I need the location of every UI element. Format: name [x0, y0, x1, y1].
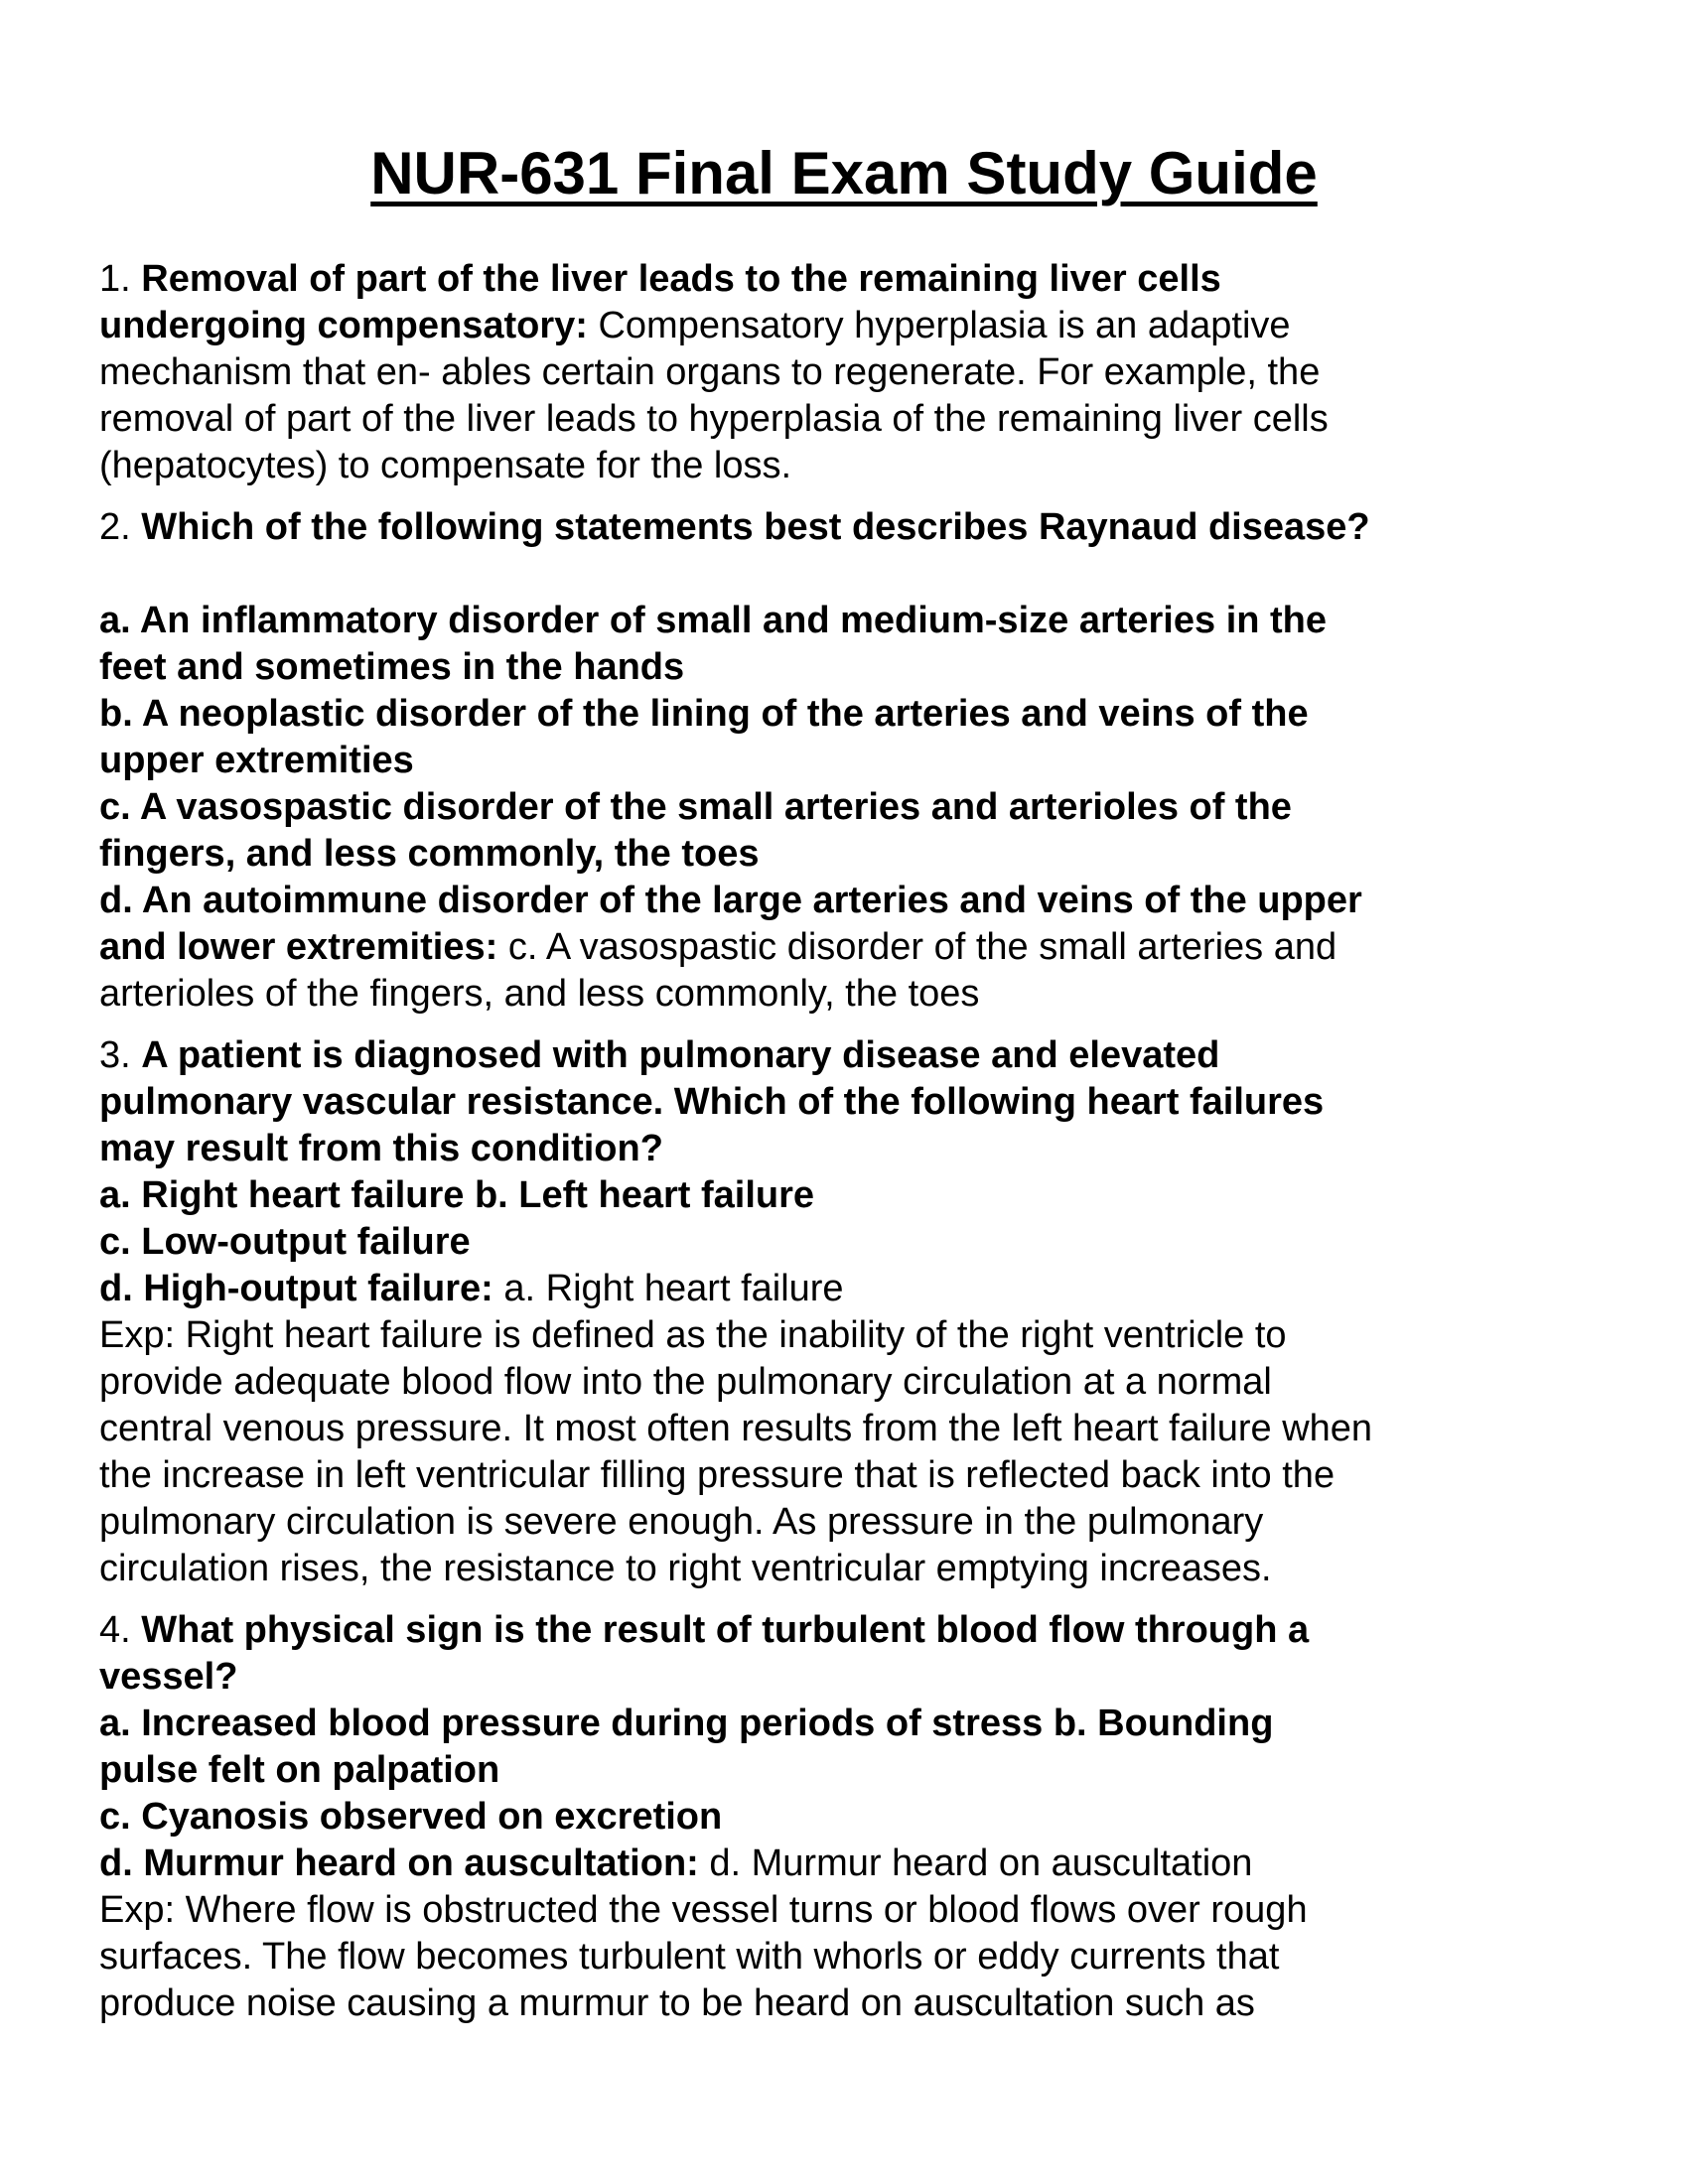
question-item [99, 256, 1648, 489]
text-line [99, 784, 1648, 831]
text-line [99, 349, 1648, 396]
body-text: pulmonary circulation is severe enough. As pressure in the pulmonary [99, 1501, 1264, 1543]
bold-text: What physical sign is the result of turbulent blood flow through a [141, 1609, 1310, 1651]
text-line [99, 1701, 1648, 1747]
bold-text: d. High-output failure: [99, 1268, 504, 1309]
bold-text: undergoing compensatory: [99, 305, 599, 346]
text-line [99, 1607, 1648, 1654]
bold-text: d. An autoimmune disorder of the large arteries and veins of the upper [99, 880, 1362, 921]
bold-text: a. Increased blood pressure during periods of stress b. Bounding [99, 1703, 1274, 1744]
text-line [99, 1654, 1648, 1701]
body-text: 3. [99, 1034, 142, 1076]
bold-text: feet and sometimes in the hands [99, 646, 685, 688]
text-line [99, 1079, 1648, 1126]
body-text: c. A vasospastic disorder of the small arteries and [507, 926, 1337, 968]
body-text: 4. [99, 1609, 142, 1651]
text-line [99, 1887, 1648, 1934]
bold-text: b. A neoplastic disorder of the lining of the arteries and veins of the [99, 693, 1309, 735]
text-line [99, 1032, 1648, 1079]
text-line [99, 1934, 1648, 1980]
body-text: provide adequate blood flow into the pulmonary circulation at a normal [99, 1361, 1272, 1403]
text-line [99, 598, 1648, 644]
body-text: surfaces. The flow becomes turbulent with whorls or eddy currents that [99, 1936, 1280, 1978]
question-item [99, 504, 1648, 1018]
text-line [99, 644, 1648, 691]
bold-text: a. An inflammatory disorder of small and medium-size arteries in the [99, 600, 1328, 641]
text-line [99, 443, 1648, 489]
text-line [99, 1126, 1648, 1172]
body-text: 1. [99, 258, 142, 300]
body-text: central venous pressure. It most often results from the left heart failure when [99, 1408, 1373, 1449]
body-text: a. Right heart failure [503, 1268, 844, 1309]
text-line [99, 303, 1648, 349]
text-line [99, 1312, 1648, 1359]
text-line [99, 1841, 1648, 1887]
text-line [99, 971, 1648, 1018]
bold-text: Which of the following statements best describes Raynaud disease? [141, 506, 1370, 548]
bold-text: fingers, and less commonly, the toes [99, 833, 760, 875]
body-text: (hepatocytes) to compensate for the loss. [99, 445, 792, 486]
body-text: mechanism that en- ables certain organs to regenerate. For example, the [99, 351, 1321, 393]
body-text: arterioles of the fingers, and less commonly, the toes [99, 973, 980, 1015]
page-title: NUR-631 Final Exam Study Guide [370, 140, 1318, 206]
text-line [99, 878, 1648, 924]
bold-text: c. Cyanosis observed on excretion [99, 1796, 723, 1838]
text-line [99, 924, 1648, 971]
blank-line [99, 551, 1648, 598]
text-line [99, 691, 1648, 738]
body-text: removal of part of the liver leads to hyperplasia of the remaining liver cells [99, 398, 1329, 440]
body-text: circulation rises, the resistance to right ventricular emptying increases. [99, 1548, 1272, 1589]
body-text: the increase in left ventricular filling pressure that is reflected back into the [99, 1454, 1336, 1496]
text-line [99, 256, 1648, 303]
body-text: Compensatory hyperplasia is an adaptive [598, 305, 1291, 346]
question-item [99, 1607, 1648, 2027]
body-text: produce noise causing a murmur to be heard on auscultation such as [99, 1982, 1255, 2024]
text-line [99, 1266, 1648, 1312]
question-item [99, 1032, 1648, 1592]
text-line [99, 396, 1648, 443]
text-line [99, 1452, 1648, 1499]
text-line [99, 1980, 1648, 2027]
bold-text: may result from this condition? [99, 1128, 663, 1169]
text-line [99, 1794, 1648, 1841]
text-line [99, 738, 1648, 784]
bold-text: vessel? [99, 1656, 238, 1698]
text-line [99, 1219, 1648, 1266]
text-line [99, 1406, 1648, 1452]
bold-text: pulse felt on palpation [99, 1749, 500, 1791]
text-line [99, 504, 1648, 551]
bold-text: and lower extremities: [99, 926, 508, 968]
study-guide-content [99, 256, 1648, 2042]
body-text: d. Murmur heard on auscultation [709, 1843, 1253, 1884]
bold-text: c. A vasospastic disorder of the small arteries and arterioles of the [99, 786, 1292, 828]
text-line [99, 1499, 1648, 1546]
text-line [99, 1359, 1648, 1406]
body-text: Exp: Right heart failure is defined as the inability of the right ventricle to [99, 1314, 1287, 1356]
bold-text: A patient is diagnosed with pulmonary disease and elevated [141, 1034, 1220, 1076]
text-line [99, 831, 1648, 878]
text-line [99, 1747, 1648, 1794]
bold-text: c. Low-output failure [99, 1221, 471, 1263]
bold-text: Removal of part of the liver leads to the remaining liver cells [141, 258, 1221, 300]
body-text: 2. [99, 506, 142, 548]
bold-text: a. Right heart failure b. Left heart failure [99, 1174, 815, 1216]
bold-text: upper extremities [99, 740, 414, 781]
body-text: Exp: Where flow is obstructed the vessel turns or blood flows over rough [99, 1889, 1308, 1931]
bold-text: pulmonary vascular resistance. Which of the following heart failures [99, 1081, 1325, 1123]
bold-text: d. Murmur heard on auscultation: [99, 1843, 710, 1884]
text-line [99, 1546, 1648, 1592]
text-line [99, 1172, 1648, 1219]
